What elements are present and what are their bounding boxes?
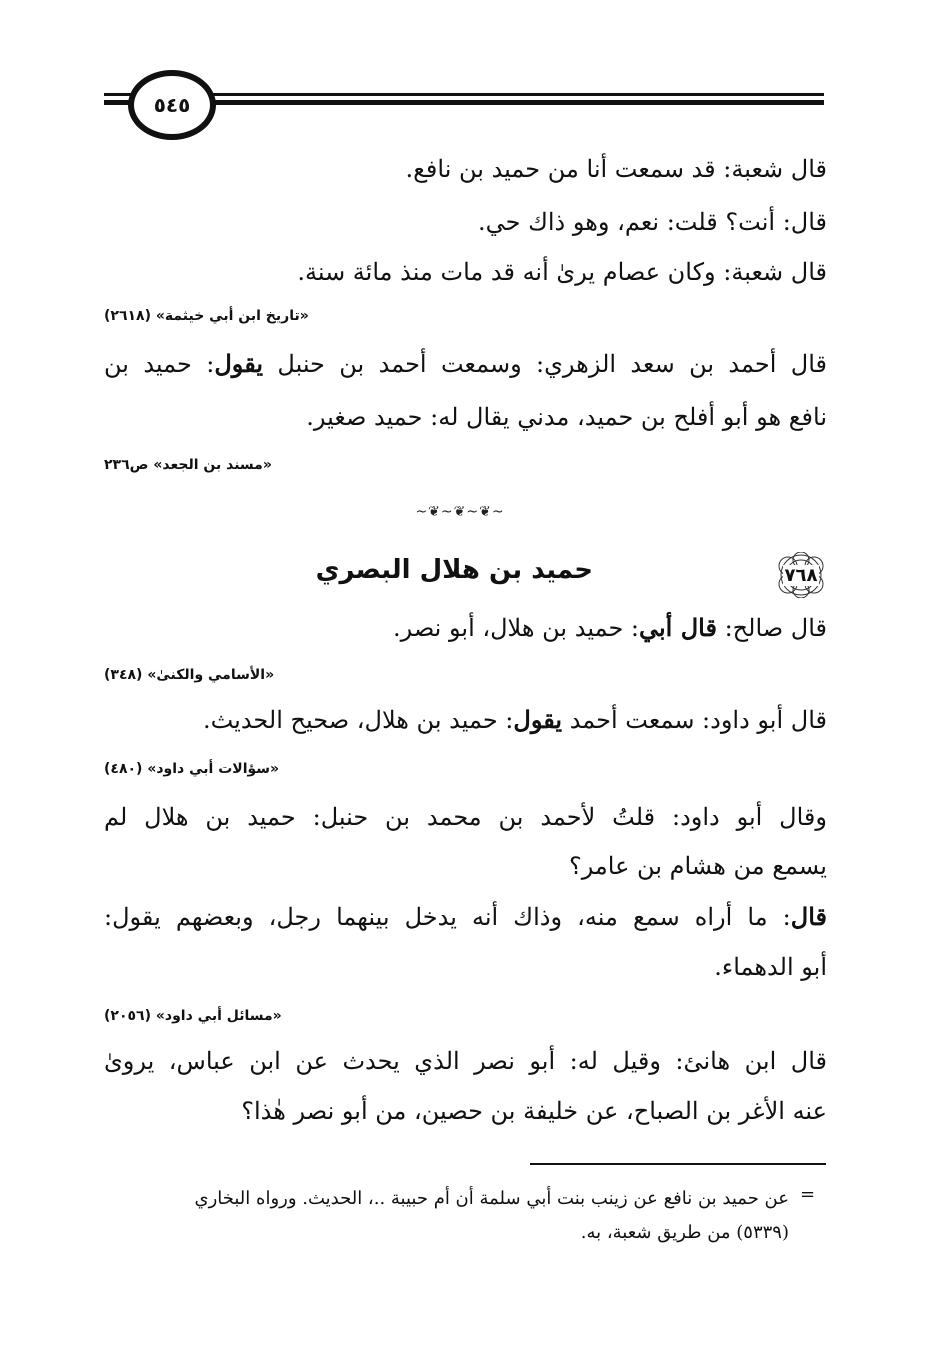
text-run: قال صالح: <box>716 614 827 642</box>
text-line: وقال أبو داود: قلتُ لأحمد بن محمد بن حنبل: حميد بن هلال لم <box>104 803 827 831</box>
text-run: قال أحمد بن سعد الزهري: وسمعت أحمد بن حنبل <box>263 350 828 378</box>
text-line: قال شعبة: قد سمعت أنا من حميد بن نافع. <box>405 155 827 183</box>
source-citation: «تاريخ ابن أبي خيثمة» (٢٦١٨) <box>104 308 309 324</box>
text-run: : ما أراه سمع منه، وذاك أنه يدخل بينهما رجل، وبعضهم يقول: <box>104 903 791 931</box>
source-citation: «مسند بن الجعد» ص٢٣٦ <box>104 457 272 473</box>
bold-word: قال <box>790 902 827 931</box>
source-citation: «مسائل أبي داود» (٢٠٥٦) <box>104 1008 282 1024</box>
text-line: قال شعبة: وكان عصام يرىٰ أنه قد مات منذ مائة سنة. <box>297 258 827 286</box>
text-line: يسمع من هشام بن عامر؟ <box>568 852 827 880</box>
footnote-marker: = <box>800 1184 816 1205</box>
bold-word: قال أبي <box>639 613 717 642</box>
text-run: : حميد بن هلال، صحيح الحديث. <box>202 706 514 734</box>
entry-number-badge <box>768 552 834 598</box>
text-run: قال أبو داود: سمعت أحمد <box>562 706 827 734</box>
text-line <box>104 350 827 379</box>
bold-word: يقول <box>214 349 264 378</box>
entry-title: حميد بن هلال البصري <box>315 555 593 585</box>
bold-word: يقول <box>513 705 563 734</box>
text-line: نافع هو أبو أفلح بن حميد، مدني يقال له: حميد صغير. <box>306 403 827 431</box>
footnote-separator <box>530 1163 826 1165</box>
footnote-line: عن حميد بن نافع عن زينب بنت أبي سلمة أن أم حبيبة ..، الحديث. ورواه البخاري <box>194 1188 789 1209</box>
entry-number: ٧٦٨ <box>784 564 818 586</box>
text-line: قال ابن هانئ: وقيل له: أبو نصر الذي يحدث عن ابن عباس، يروىٰ <box>104 1047 827 1075</box>
footnote-line: (٥٣٣٩) من طريق شعبة، به. <box>580 1222 789 1243</box>
text-line: عنه الأغر بن الصباح، عن خليفة بن حصين، من أبو نصر هٰذا؟ <box>241 1097 827 1125</box>
text-line <box>104 903 827 932</box>
text-run: : حميد بن هلال، أبو نصر. <box>393 614 639 642</box>
text-line: قال: أنت؟ قلت: نعم، وهو ذاك حي. <box>477 208 827 236</box>
text-line <box>393 614 827 643</box>
text-run: : حميد بن <box>104 350 215 378</box>
page-number: ٥٤٥ <box>128 70 216 140</box>
source-citation: «سؤالات أبي داود» (٤٨٠) <box>104 761 280 777</box>
source-citation: «الأسامي والكنىٰ» (٣٤٨) <box>104 667 275 683</box>
text-line <box>203 706 827 735</box>
ornament-divider: ~❦~❦~❦~ <box>415 504 505 520</box>
text-line: أبو الدهماء. <box>714 953 827 981</box>
